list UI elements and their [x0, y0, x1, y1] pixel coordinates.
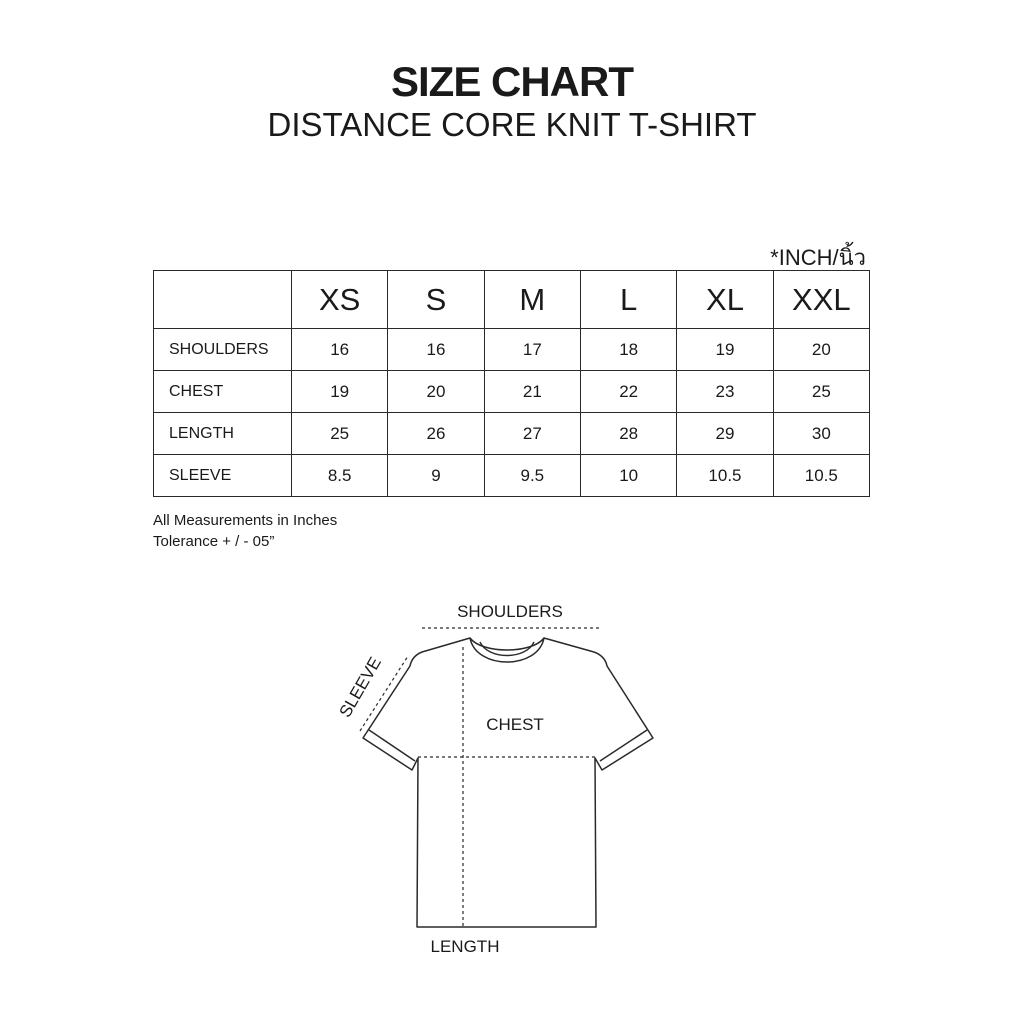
table-row — [154, 329, 870, 371]
tshirt-outline — [363, 638, 653, 927]
table-cell: 28 — [580, 413, 676, 455]
table-cell: 19 — [292, 371, 388, 413]
empty-corner-cell — [154, 271, 292, 329]
table-cell: 17 — [484, 329, 580, 371]
table-cell: 26 — [388, 413, 484, 455]
table-cell: 9.5 — [484, 455, 580, 497]
size-header-xl: XL — [677, 271, 773, 329]
shoulders-label: SHOULDERS — [457, 602, 563, 621]
table-row — [154, 455, 870, 497]
size-header-xs: XS — [292, 271, 388, 329]
tshirt-measurement-diagram — [320, 590, 680, 970]
table-row — [154, 413, 870, 455]
unit-note: *INCH/นิ้ว — [770, 245, 866, 270]
size-header-m: M — [484, 271, 580, 329]
size-table — [153, 270, 870, 497]
size-header-row — [154, 271, 870, 329]
table-cell: 19 — [677, 329, 773, 371]
table-cell: 25 — [292, 413, 388, 455]
table-cell: 27 — [484, 413, 580, 455]
length-label: LENGTH — [430, 937, 500, 956]
row-label-length: LENGTH — [154, 413, 292, 455]
table-cell: 23 — [677, 371, 773, 413]
size-header-xxl: XXL — [773, 271, 869, 329]
table-cell: 21 — [484, 371, 580, 413]
table-cell: 10.5 — [773, 455, 869, 497]
chest-label: CHEST — [486, 715, 544, 734]
row-label-shoulders: SHOULDERS — [154, 329, 292, 371]
sleeve-label: SLEEVE — [335, 653, 386, 721]
table-cell: 25 — [773, 371, 869, 413]
tolerance-note: Tolerance + / - 05” — [153, 533, 275, 550]
row-label-chest: CHEST — [154, 371, 292, 413]
table-cell: 10 — [580, 455, 676, 497]
table-cell: 9 — [388, 455, 484, 497]
table-cell: 20 — [773, 329, 869, 371]
page-title: SIZE CHART — [391, 58, 633, 105]
table-cell: 8.5 — [292, 455, 388, 497]
measurement-unit-note: All Measurements in Inches — [153, 512, 338, 529]
table-cell: 18 — [580, 329, 676, 371]
table-row — [154, 371, 870, 413]
product-name: DISTANCE CORE KNIT T-SHIRT — [267, 106, 757, 143]
table-cell: 20 — [388, 371, 484, 413]
size-header-s: S — [388, 271, 484, 329]
table-cell: 10.5 — [677, 455, 773, 497]
table-cell: 22 — [580, 371, 676, 413]
measurement-notes — [153, 510, 337, 552]
table-cell: 29 — [677, 413, 773, 455]
row-label-sleeve: SLEEVE — [154, 455, 292, 497]
table-cell: 16 — [388, 329, 484, 371]
table-cell: 16 — [292, 329, 388, 371]
table-cell: 30 — [773, 413, 869, 455]
size-header-l: L — [580, 271, 676, 329]
